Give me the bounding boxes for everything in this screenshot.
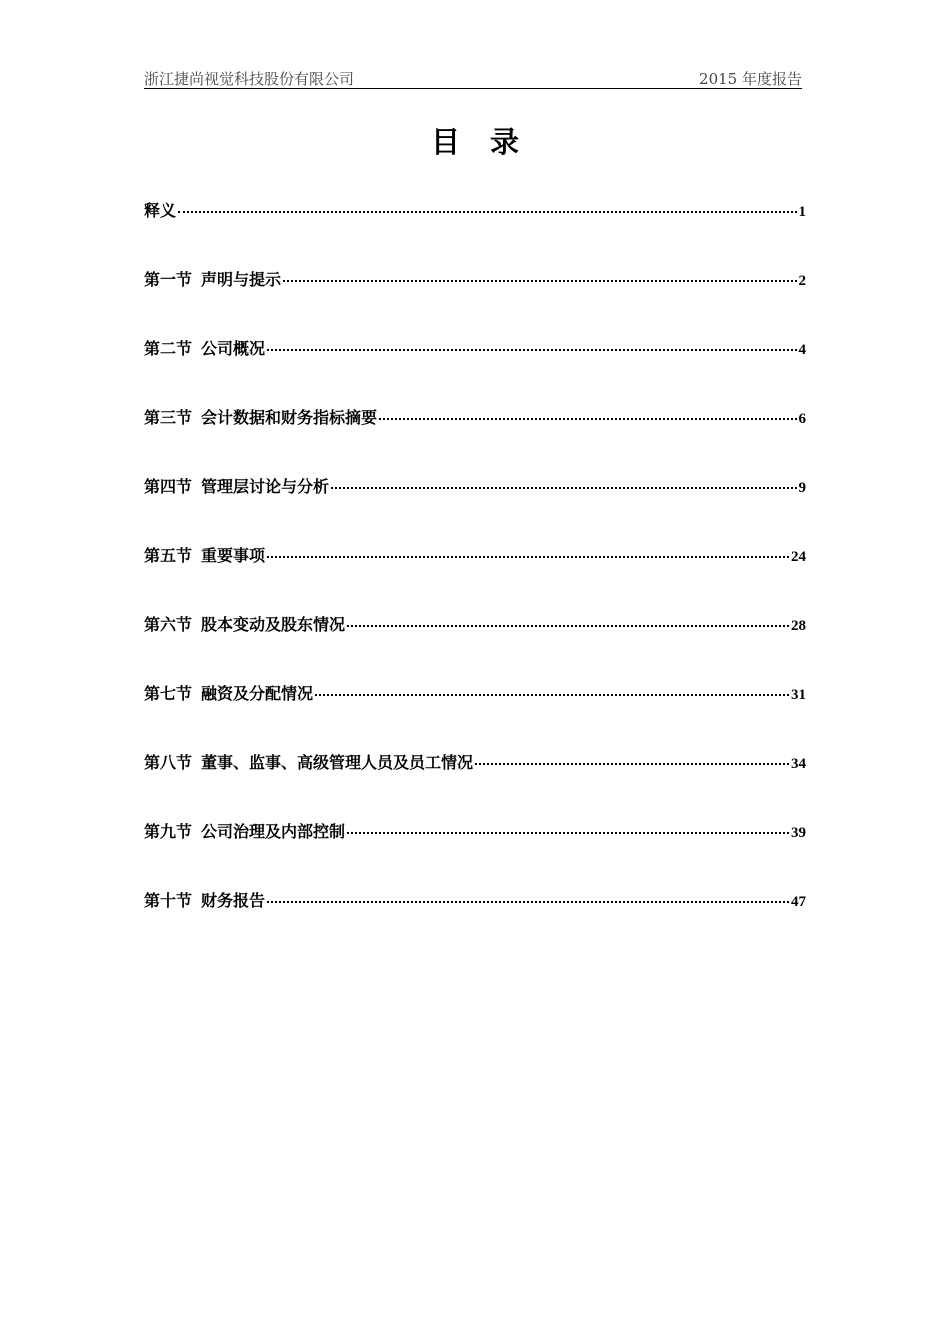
toc-entry[interactable] <box>144 681 806 750</box>
toc-entry-title: 重要事项 <box>201 546 266 565</box>
toc-entry-label <box>144 543 265 566</box>
toc-entry[interactable] <box>144 888 806 957</box>
toc-entry-section: 第五节 <box>144 546 193 565</box>
toc-page-number: 4 <box>798 342 806 358</box>
toc-entry-title: 释义 <box>144 201 177 220</box>
toc-dot-leader <box>475 763 789 765</box>
toc-page-number: 24 <box>791 549 806 565</box>
toc-entry-title: 公司治理及内部控制 <box>201 822 346 841</box>
toc-dot-leader <box>347 832 789 834</box>
toc-entry[interactable] <box>144 474 806 543</box>
page-title: 目录 <box>430 125 549 159</box>
toc-page-number: 39 <box>791 825 806 841</box>
toc-entry-section: 第十节 <box>144 891 193 910</box>
toc-dot-leader <box>267 556 789 558</box>
toc-dot-leader <box>178 211 796 213</box>
toc-entry[interactable] <box>144 267 806 336</box>
toc-entry-section: 第八节 <box>144 753 193 772</box>
toc-entry-title: 财务报告 <box>201 891 266 910</box>
toc-entry-label <box>144 819 345 842</box>
toc-entry-section: 第九节 <box>144 822 193 841</box>
toc-dot-leader <box>267 349 796 351</box>
toc-entry-label <box>144 405 377 428</box>
toc-entry-title: 股本变动及股东情况 <box>201 615 346 634</box>
toc-dot-leader <box>315 694 789 696</box>
toc-entry-section: 第六节 <box>144 615 193 634</box>
toc-entry-title: 融资及分配情况 <box>201 684 314 703</box>
table-of-contents <box>144 198 806 957</box>
toc-page-number: 9 <box>798 480 806 496</box>
toc-page-number: 1 <box>798 204 806 220</box>
toc-dot-leader <box>283 280 796 282</box>
toc-entry[interactable] <box>144 612 806 681</box>
toc-page-number: 31 <box>791 687 806 703</box>
toc-dot-leader <box>379 418 796 420</box>
toc-entry[interactable] <box>144 405 806 474</box>
toc-page-number: 6 <box>798 411 806 427</box>
toc-dot-leader <box>267 901 789 903</box>
toc-entry-section: 第二节 <box>144 339 193 358</box>
toc-entry-title: 董事、监事、高级管理人员及员工情况 <box>201 753 474 772</box>
toc-entry-label <box>144 474 329 497</box>
toc-entry-label <box>144 612 345 635</box>
toc-entry-title: 公司概况 <box>201 339 266 358</box>
toc-entry-section: 第一节 <box>144 270 193 289</box>
toc-entry[interactable] <box>144 198 806 267</box>
toc-entry-label <box>144 267 281 290</box>
toc-entry[interactable] <box>144 750 806 819</box>
toc-entry[interactable] <box>144 336 806 405</box>
toc-entry-label <box>144 681 313 704</box>
toc-entry[interactable] <box>144 543 806 612</box>
toc-page-number: 28 <box>791 618 806 634</box>
toc-entry-section: 第三节 <box>144 408 193 427</box>
toc-entry-label <box>144 888 265 911</box>
toc-page-number: 34 <box>791 756 806 772</box>
toc-page-number: 47 <box>791 894 806 910</box>
header-report-name: 2015 年度报告 <box>699 70 802 88</box>
toc-entry-label <box>144 198 176 221</box>
toc-entry-label <box>144 750 473 773</box>
toc-entry[interactable] <box>144 819 806 888</box>
toc-entry-title: 会计数据和财务指标摘要 <box>201 408 378 427</box>
toc-entry-section: 第四节 <box>144 477 193 496</box>
page-header <box>144 64 802 89</box>
toc-page-number: 2 <box>798 273 806 289</box>
header-company-name: 浙江捷尚视觉科技股份有限公司 <box>144 70 355 88</box>
toc-dot-leader <box>331 487 796 489</box>
toc-entry-label <box>144 336 265 359</box>
toc-entry-section: 第七节 <box>144 684 193 703</box>
toc-entry-title: 管理层讨论与分析 <box>201 477 330 496</box>
toc-entry-title: 声明与提示 <box>201 270 282 289</box>
toc-dot-leader <box>347 625 789 627</box>
